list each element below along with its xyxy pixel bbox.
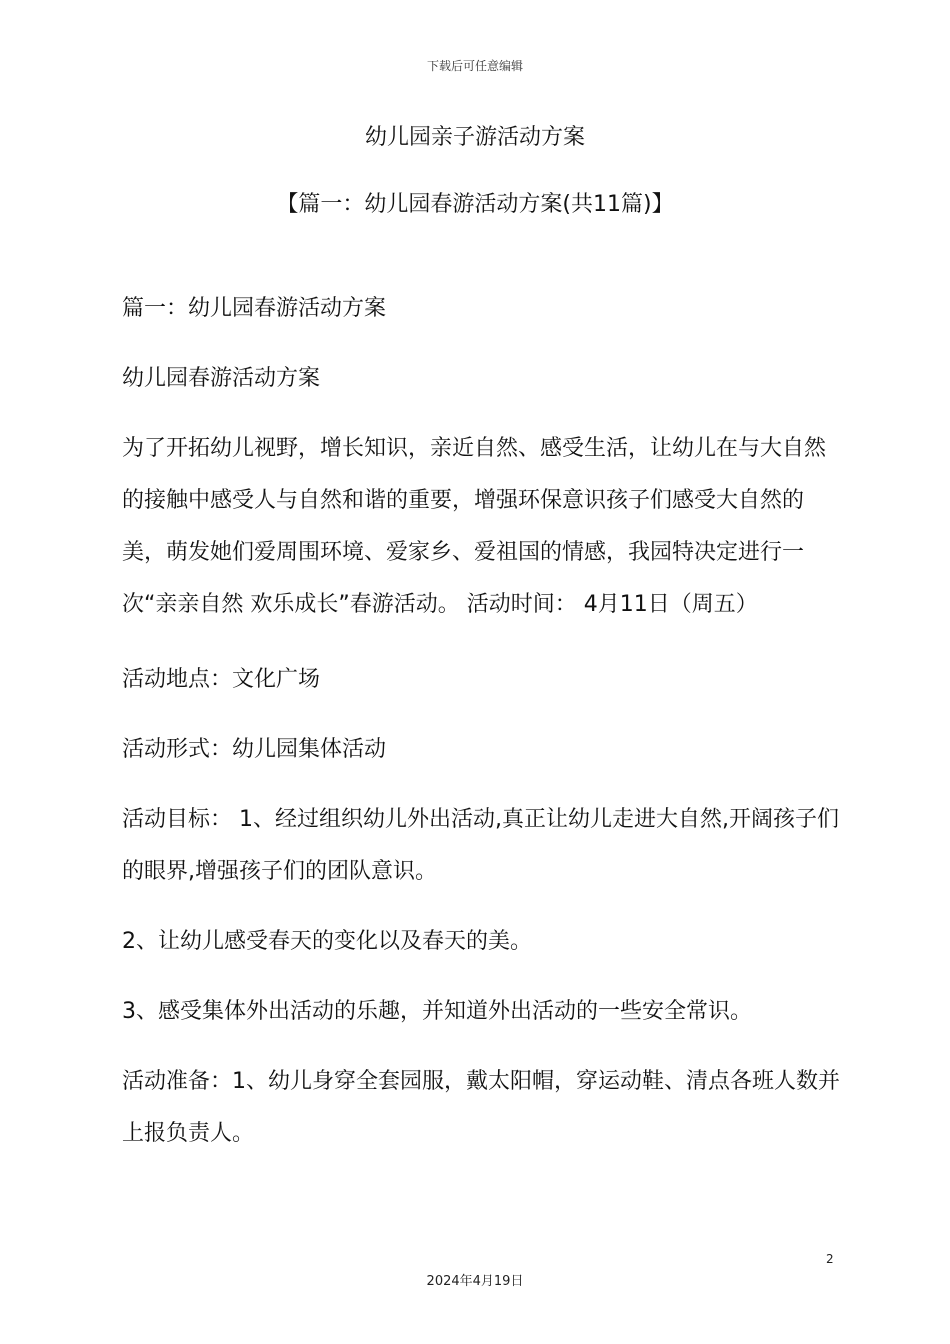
paragraph-preparation [115,1056,840,1160]
paragraph: 为了开拓幼儿视野，增长知识，亲近自然、感受生活，让幼儿在与大自然的接触中感受人与自然和谐的重要，增强环保意识孩子们感受大自然的美，萌发她们爱周围环境、爱家乡、爱祖国的情感，我园特决定进行一次“亲亲自然 欢乐成长”春游活动。 活动时间： 4月11日（周五） [122,436,827,617]
document-title: 幼儿园亲子游活动方案 [364,125,585,150]
paragraph-intro [115,423,840,631]
header-note: 下载后可任意编辑 [426,59,523,73]
paragraph: 2、让幼儿感受春天的变化以及春天的美。 [122,929,532,954]
paragraph-location [115,654,840,706]
paragraph: 篇一：幼儿园春游活动方案 [122,296,387,321]
paragraph-section-title [115,283,840,335]
paragraph-goal-3 [115,986,840,1038]
paragraph: 活动目标： 1、经过组织幼儿外出活动,真正让幼儿走进大自然,开阔孩子们的眼界,增强孩子们的团队意识。 [122,807,839,884]
paragraph: 幼儿园春游活动方案 [122,366,321,391]
section-heading: 【篇一：幼儿园春游活动方案(共11篇)】 [276,192,674,217]
paragraph: 活动地点：文化广场 [122,667,321,692]
paragraph-goal-2 [115,916,840,968]
paragraph: 3、感受集体外出活动的乐趣，并知道外出活动的一些安全常识。 [122,999,752,1024]
paragraph: 活动形式：幼儿园集体活动 [122,737,387,762]
footer-date: 2024年4月19日 [426,1274,524,1289]
paragraph-goals [115,794,840,898]
page-number: 2 [826,1252,834,1266]
paragraph-format [115,724,840,776]
paragraph: 活动准备：1、幼儿身穿全套园服，戴太阳帽，穿运动鞋、清点各班人数并上报负责人。 [122,1069,840,1146]
paragraph-plan-title [115,353,840,405]
